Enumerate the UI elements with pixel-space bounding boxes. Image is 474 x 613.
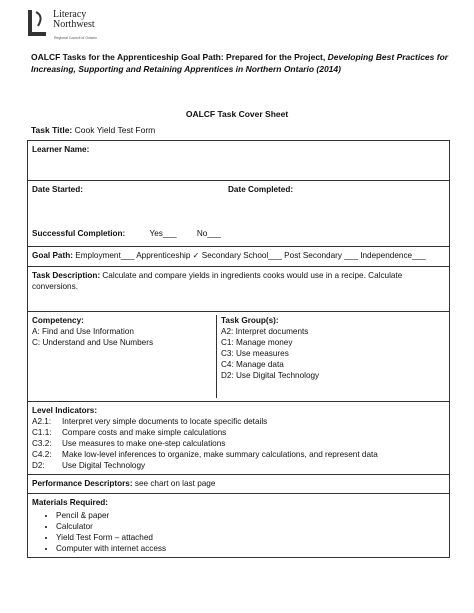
material-item: • Calculator bbox=[56, 521, 445, 532]
level-indicators-row bbox=[28, 402, 450, 475]
document-intro bbox=[31, 51, 451, 75]
logo-tagline: Regional Council of Ontario bbox=[54, 36, 97, 40]
logo-text bbox=[53, 10, 95, 30]
task-title bbox=[31, 125, 155, 135]
completion-yes-option[interactable]: Yes___ bbox=[149, 229, 177, 238]
materials-cell bbox=[28, 494, 450, 558]
logo-mark-icon bbox=[26, 8, 50, 36]
performance-row bbox=[28, 475, 450, 494]
learner-name-label: Learner Name: bbox=[32, 145, 90, 154]
goal-path-options: Employment___ Apprenticeship ✓ Secondary School___ Post Secondary ___ Independence___ bbox=[75, 251, 426, 260]
task-groups-label: Task Group(s): bbox=[221, 316, 279, 325]
level-indicator bbox=[32, 427, 445, 438]
level-indicator bbox=[32, 438, 445, 449]
goal-path-label: Goal Path: bbox=[32, 251, 73, 260]
task-group-item: A2: Interpret documents bbox=[221, 327, 309, 336]
logo-line-1: Literacy bbox=[53, 9, 87, 20]
material-item: • Pencil & paper bbox=[56, 510, 445, 521]
learner-name-field[interactable] bbox=[28, 141, 450, 181]
dates-field[interactable] bbox=[28, 181, 450, 226]
competency-cell bbox=[28, 312, 450, 402]
goal-path-field[interactable] bbox=[28, 247, 450, 267]
cover-sheet-title: OALCF Task Cover Sheet bbox=[185, 109, 289, 119]
competency-item: A: Find and Use Information bbox=[32, 327, 134, 336]
materials-list bbox=[32, 510, 445, 554]
task-group-item: C3: Use measures bbox=[221, 349, 289, 358]
level-code: C3.2: bbox=[32, 439, 52, 448]
learner-name-row bbox=[28, 141, 450, 181]
material-item: • Computer with internet access bbox=[56, 543, 445, 554]
dates-row bbox=[28, 181, 450, 226]
performance-cell bbox=[28, 475, 450, 494]
logo-line-2: Northwest bbox=[53, 19, 95, 30]
successful-completion-field[interactable] bbox=[28, 225, 450, 247]
material-item: • Yield Test Form – attached bbox=[56, 532, 445, 543]
task-groups-column bbox=[217, 315, 319, 398]
successful-completion-row bbox=[28, 225, 450, 247]
date-completed-label: Date Completed: bbox=[228, 185, 294, 194]
task-description-text: Calculate and compare yields in ingredients cooks would use in a recipe. Calculate conversions. bbox=[32, 271, 403, 291]
level-text: Use Digital Technology bbox=[62, 461, 146, 470]
level-indicator bbox=[32, 416, 445, 427]
level-code: C1.1: bbox=[32, 428, 52, 437]
date-started-label: Date Started: bbox=[32, 185, 83, 194]
level-indicators-label: Level Indicators: bbox=[32, 406, 98, 415]
task-title-value: Cook Yield Test Form bbox=[74, 125, 156, 135]
completion-no-option[interactable]: No___ bbox=[196, 229, 221, 238]
task-group-item: C1: Manage money bbox=[221, 338, 293, 347]
intro-text: OALCF Tasks for the Apprenticeship Goal Path: Prepared for the Project, bbox=[31, 52, 328, 62]
materials-label: Materials Required: bbox=[32, 498, 108, 507]
competency-label: Competency: bbox=[32, 316, 84, 325]
task-description-row bbox=[28, 267, 450, 312]
task-title-label: Task Title: bbox=[31, 125, 73, 135]
competency-item: C: Understand and Use Numbers bbox=[32, 338, 154, 347]
goal-path-row bbox=[28, 247, 450, 267]
level-indicator bbox=[32, 449, 445, 460]
level-code: D2: bbox=[32, 461, 45, 470]
task-description-label: Task Description: bbox=[32, 271, 101, 280]
level-text: Make low-level inferences to organize, make summary calculations, and represent data bbox=[62, 450, 378, 459]
task-group-item: C4: Manage data bbox=[221, 360, 284, 369]
performance-label: Performance Descriptors: bbox=[32, 479, 133, 488]
task-group-item: D2: Use Digital Technology bbox=[221, 371, 320, 380]
performance-text: see chart on last page bbox=[134, 479, 216, 488]
task-cover-form bbox=[27, 140, 450, 558]
level-indicators-cell bbox=[28, 402, 450, 475]
literacy-northwest-logo bbox=[26, 8, 106, 46]
level-text: Interpret very simple documents to locate specific details bbox=[62, 417, 268, 426]
successful-completion-label: Successful Completion: bbox=[32, 229, 126, 238]
materials-row bbox=[28, 494, 450, 558]
level-text: Use measures to make one-step calculations bbox=[62, 439, 226, 448]
competency-column bbox=[32, 315, 217, 398]
level-code: C4.2: bbox=[32, 450, 52, 459]
task-description-field bbox=[28, 267, 450, 312]
intro-project-name: Developing Best Practices for Increasing, Supporting and Retaining Apprentices in Northern Ontario (2014) bbox=[31, 52, 449, 74]
competency-row bbox=[28, 312, 450, 402]
level-text: Compare costs and make simple calculations bbox=[62, 428, 227, 437]
level-indicator bbox=[32, 460, 445, 471]
competency-split bbox=[32, 315, 445, 398]
level-code: A2.1: bbox=[32, 417, 52, 426]
